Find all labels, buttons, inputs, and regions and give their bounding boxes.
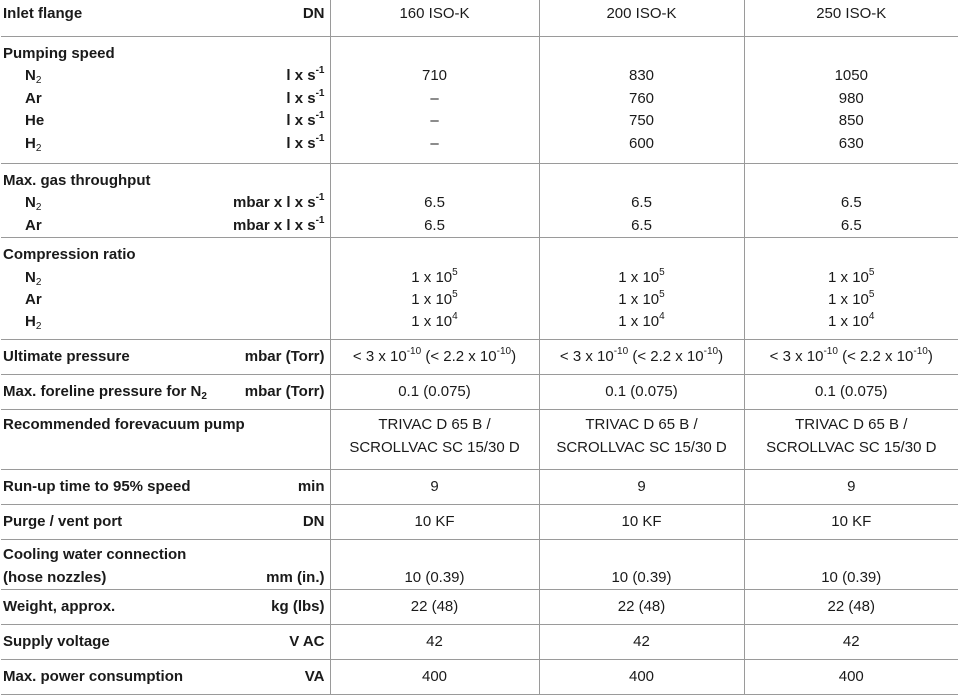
value-cell: 22 (48)	[744, 589, 958, 624]
row-ultimate-pressure	[1, 340, 958, 375]
value-cell: 6.5 6.5	[539, 164, 744, 238]
row-label: Ultimate pressure	[3, 348, 130, 366]
value-cell: 1 x $10^5$ 1 x $10^5$ 1 x $10^4$	[744, 238, 958, 340]
unit-label: DN	[302, 5, 325, 22]
label-cell: Run-up time to 95% speed min	[1, 470, 330, 505]
spec-table	[1, 0, 958, 695]
row-compression-ratio	[1, 238, 958, 340]
row-label: Inlet flange	[3, 5, 83, 22]
label-cell	[1, 410, 330, 470]
row-forevacuum-pump	[1, 410, 958, 470]
value-cell: 42	[330, 624, 539, 659]
value-cell: 400	[744, 659, 958, 694]
value-cell: TRIVAC D 65 B / SCROLLVAC SC 15/30 D	[539, 410, 744, 470]
row-inlet-flange	[1, 0, 958, 37]
value-cell: 9	[744, 470, 958, 505]
value-cell: 42	[539, 624, 744, 659]
label-cell	[1, 0, 330, 37]
row-cooling-water	[1, 540, 958, 590]
label-cell: Compression ratio $N_2$ Ar $H_2$	[1, 238, 330, 340]
value-cell: 9	[539, 470, 744, 505]
value-cell: 6.5 6.5	[330, 164, 539, 238]
value-cell: 22 (48)	[539, 589, 744, 624]
row-label: Max. gas throughput	[3, 172, 151, 189]
value-cell: TRIVAC D 65 B / SCROLLVAC SC 15/30 D	[330, 410, 539, 470]
value-cell: 0.1 (0.075)	[744, 375, 958, 410]
value-cell: 10 (0.39)	[744, 540, 958, 590]
value-cell: 0.1 (0.075)	[330, 375, 539, 410]
value-cell: 1050 980 850 630	[744, 37, 958, 164]
label-cell: Supply voltage V AC	[1, 624, 330, 659]
value-cell: 10 (0.39)	[539, 540, 744, 590]
value-cell: 10 KF	[330, 505, 539, 540]
row-label: Compression ratio	[3, 246, 136, 264]
row-foreline-pressure	[1, 375, 958, 410]
row-supply-voltage	[1, 624, 958, 659]
value-cell: 10 (0.39)	[330, 540, 539, 590]
label-cell: Max. power consumption VA	[1, 659, 330, 694]
label-cell: Cooling water connection (hose nozzles) mm (in.)	[1, 540, 330, 590]
value-cell: 6.5 6.5	[744, 164, 958, 238]
value-cell: 1 x $10^5$ 1 x $10^5$ 1 x $10^4$	[330, 238, 539, 340]
row-run-up-time	[1, 470, 958, 505]
label-cell: Weight, approx. kg (lbs)	[1, 589, 330, 624]
value-cell: 250 ISO-K	[744, 0, 958, 37]
label-cell: Pumping speed $N_2$ l x $s^{-1}$ Ar l x $s^{-1}$ He l x $s^{-1}$ $H_2$ l x $s^{-1}$	[1, 37, 330, 164]
value-cell: 400	[539, 659, 744, 694]
value-cell: 42	[744, 624, 958, 659]
value-cell: 10 KF	[744, 505, 958, 540]
row-weight	[1, 589, 958, 624]
value-cell: < 3 x $10^{-10}$ (< 2.2 x $10^{-10}$)	[330, 340, 539, 375]
label-cell: Max. gas throughput $N_2$ mbar x l x $s^{-1}$ Ar mbar x l x $s^{-1}$	[1, 164, 330, 238]
value-cell: < 3 x $10^{-10}$ (< 2.2 x $10^{-10}$)	[539, 340, 744, 375]
label-cell: Max. foreline pressure for $N_2$ mbar (Torr)	[1, 375, 330, 410]
label-cell: Ultimate pressure mbar (Torr)	[1, 340, 330, 375]
row-gas-throughput	[1, 164, 958, 238]
row-pumping-speed	[1, 37, 958, 164]
value-cell: 400	[330, 659, 539, 694]
value-cell: 710 – – –	[330, 37, 539, 164]
value-cell: 22 (48)	[330, 589, 539, 624]
value-cell: 200 ISO-K	[539, 0, 744, 37]
label-cell: Purge / vent port DN	[1, 505, 330, 540]
row-power-consumption	[1, 659, 958, 694]
value-cell: 10 KF	[539, 505, 744, 540]
value-cell: 830 760 750 600	[539, 37, 744, 164]
row-purge-vent-port	[1, 505, 958, 540]
row-label: Pumping speed	[3, 45, 115, 62]
value-cell: 0.1 (0.075)	[539, 375, 744, 410]
value-cell: 160 ISO-K	[330, 0, 539, 37]
value-cell: < 3 x $10^{-10}$ (< 2.2 x $10^{-10}$)	[744, 340, 958, 375]
value-cell: TRIVAC D 65 B / SCROLLVAC SC 15/30 D	[744, 410, 958, 470]
value-cell: 1 x $10^5$ 1 x $10^5$ 1 x $10^4$	[539, 238, 744, 340]
value-cell: 9	[330, 470, 539, 505]
row-label: Recommended forevacuum pump	[3, 416, 245, 434]
